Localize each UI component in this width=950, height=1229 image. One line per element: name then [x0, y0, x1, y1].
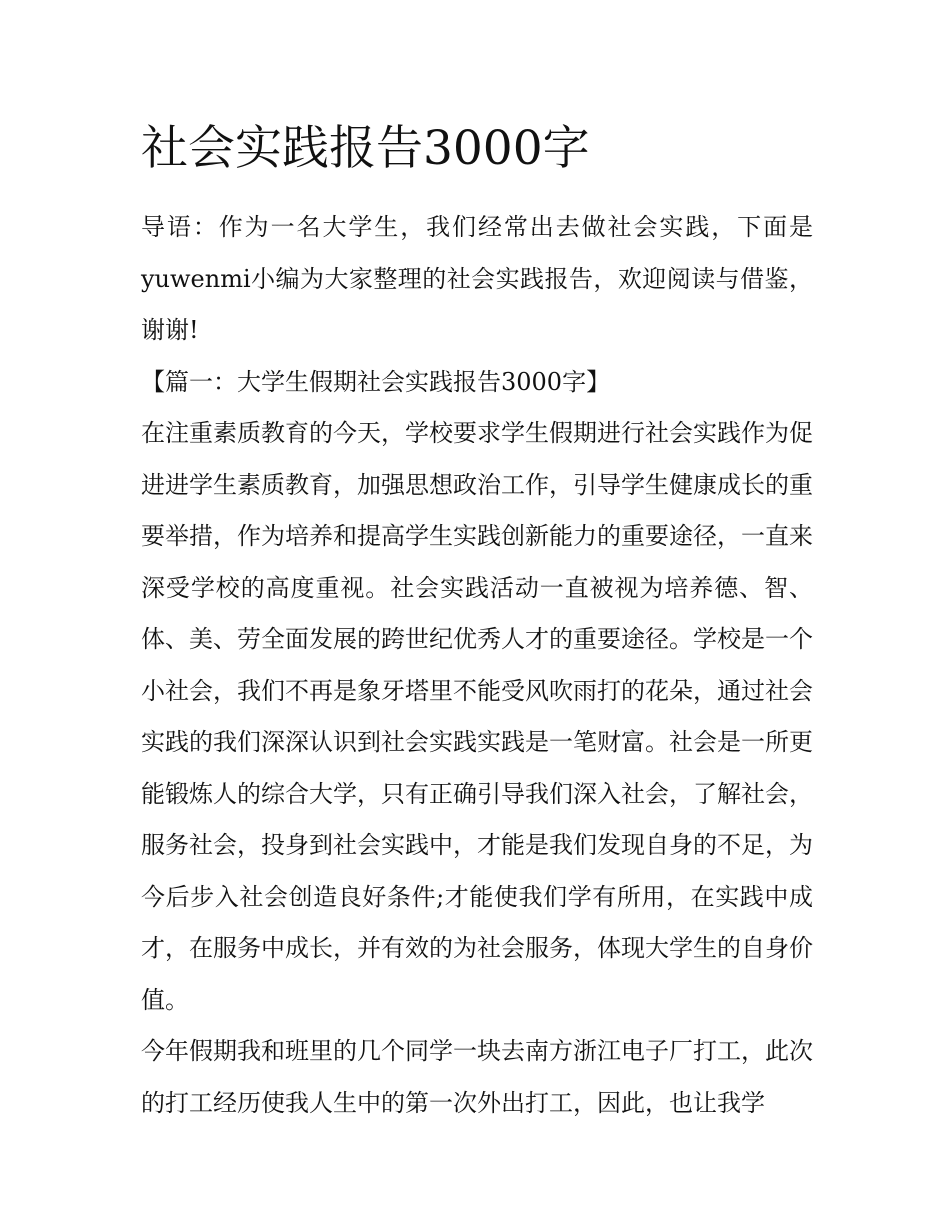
intro-paragraph: 导语：作为一名大学生，我们经常出去做社会实践，下面是yuwenmi小编为大家整理的社会实践报告，欢迎阅读与借鉴，谢谢! [141, 213, 813, 344]
body-paragraph: 在注重素质教育的今天，学校要求学生假期进行社会实践作为促进进学生素质教育，加强思想政治工作，引导学生健康成长的重要举措，作为培养和提高学生实践创新能力的重要途径，一直来深受学校的高度重视。社会实践活动一直被视为培养德、智、体、美、劳全面发展的跨世纪优秀人才的重要途径。学校是一个小社会，我们不再是象牙塔里不能受风吹雨打的花朵，通过社会实践的我们深深认识到社会实践实践是一笔财富。社会是一所更能锻炼人的综合大学，只有正确引导我们深入社会，了解社会，服务社会，投身到社会实践中，才能是我们发现自身的不足，为今后步入社会创造良好条件;才能使我们学有所用，在实践中成才，在服务中成长，并有效的为社会服务，体现大学生的自身价值。 [141, 419, 813, 1014]
document-title: 社会实践报告3000字 [141, 121, 590, 176]
document-body [141, 202, 813, 1129]
body-paragraph: 今年假期我和班里的几个同学一块去南方浙江电子厂打工，此次的打工经历使我人生中的第一次外出打工，因此，也让我学 [141, 1037, 813, 1117]
document-page [141, 118, 813, 1129]
section-heading: 【篇一：大学生假期社会实践报告3000字】 [141, 367, 611, 396]
